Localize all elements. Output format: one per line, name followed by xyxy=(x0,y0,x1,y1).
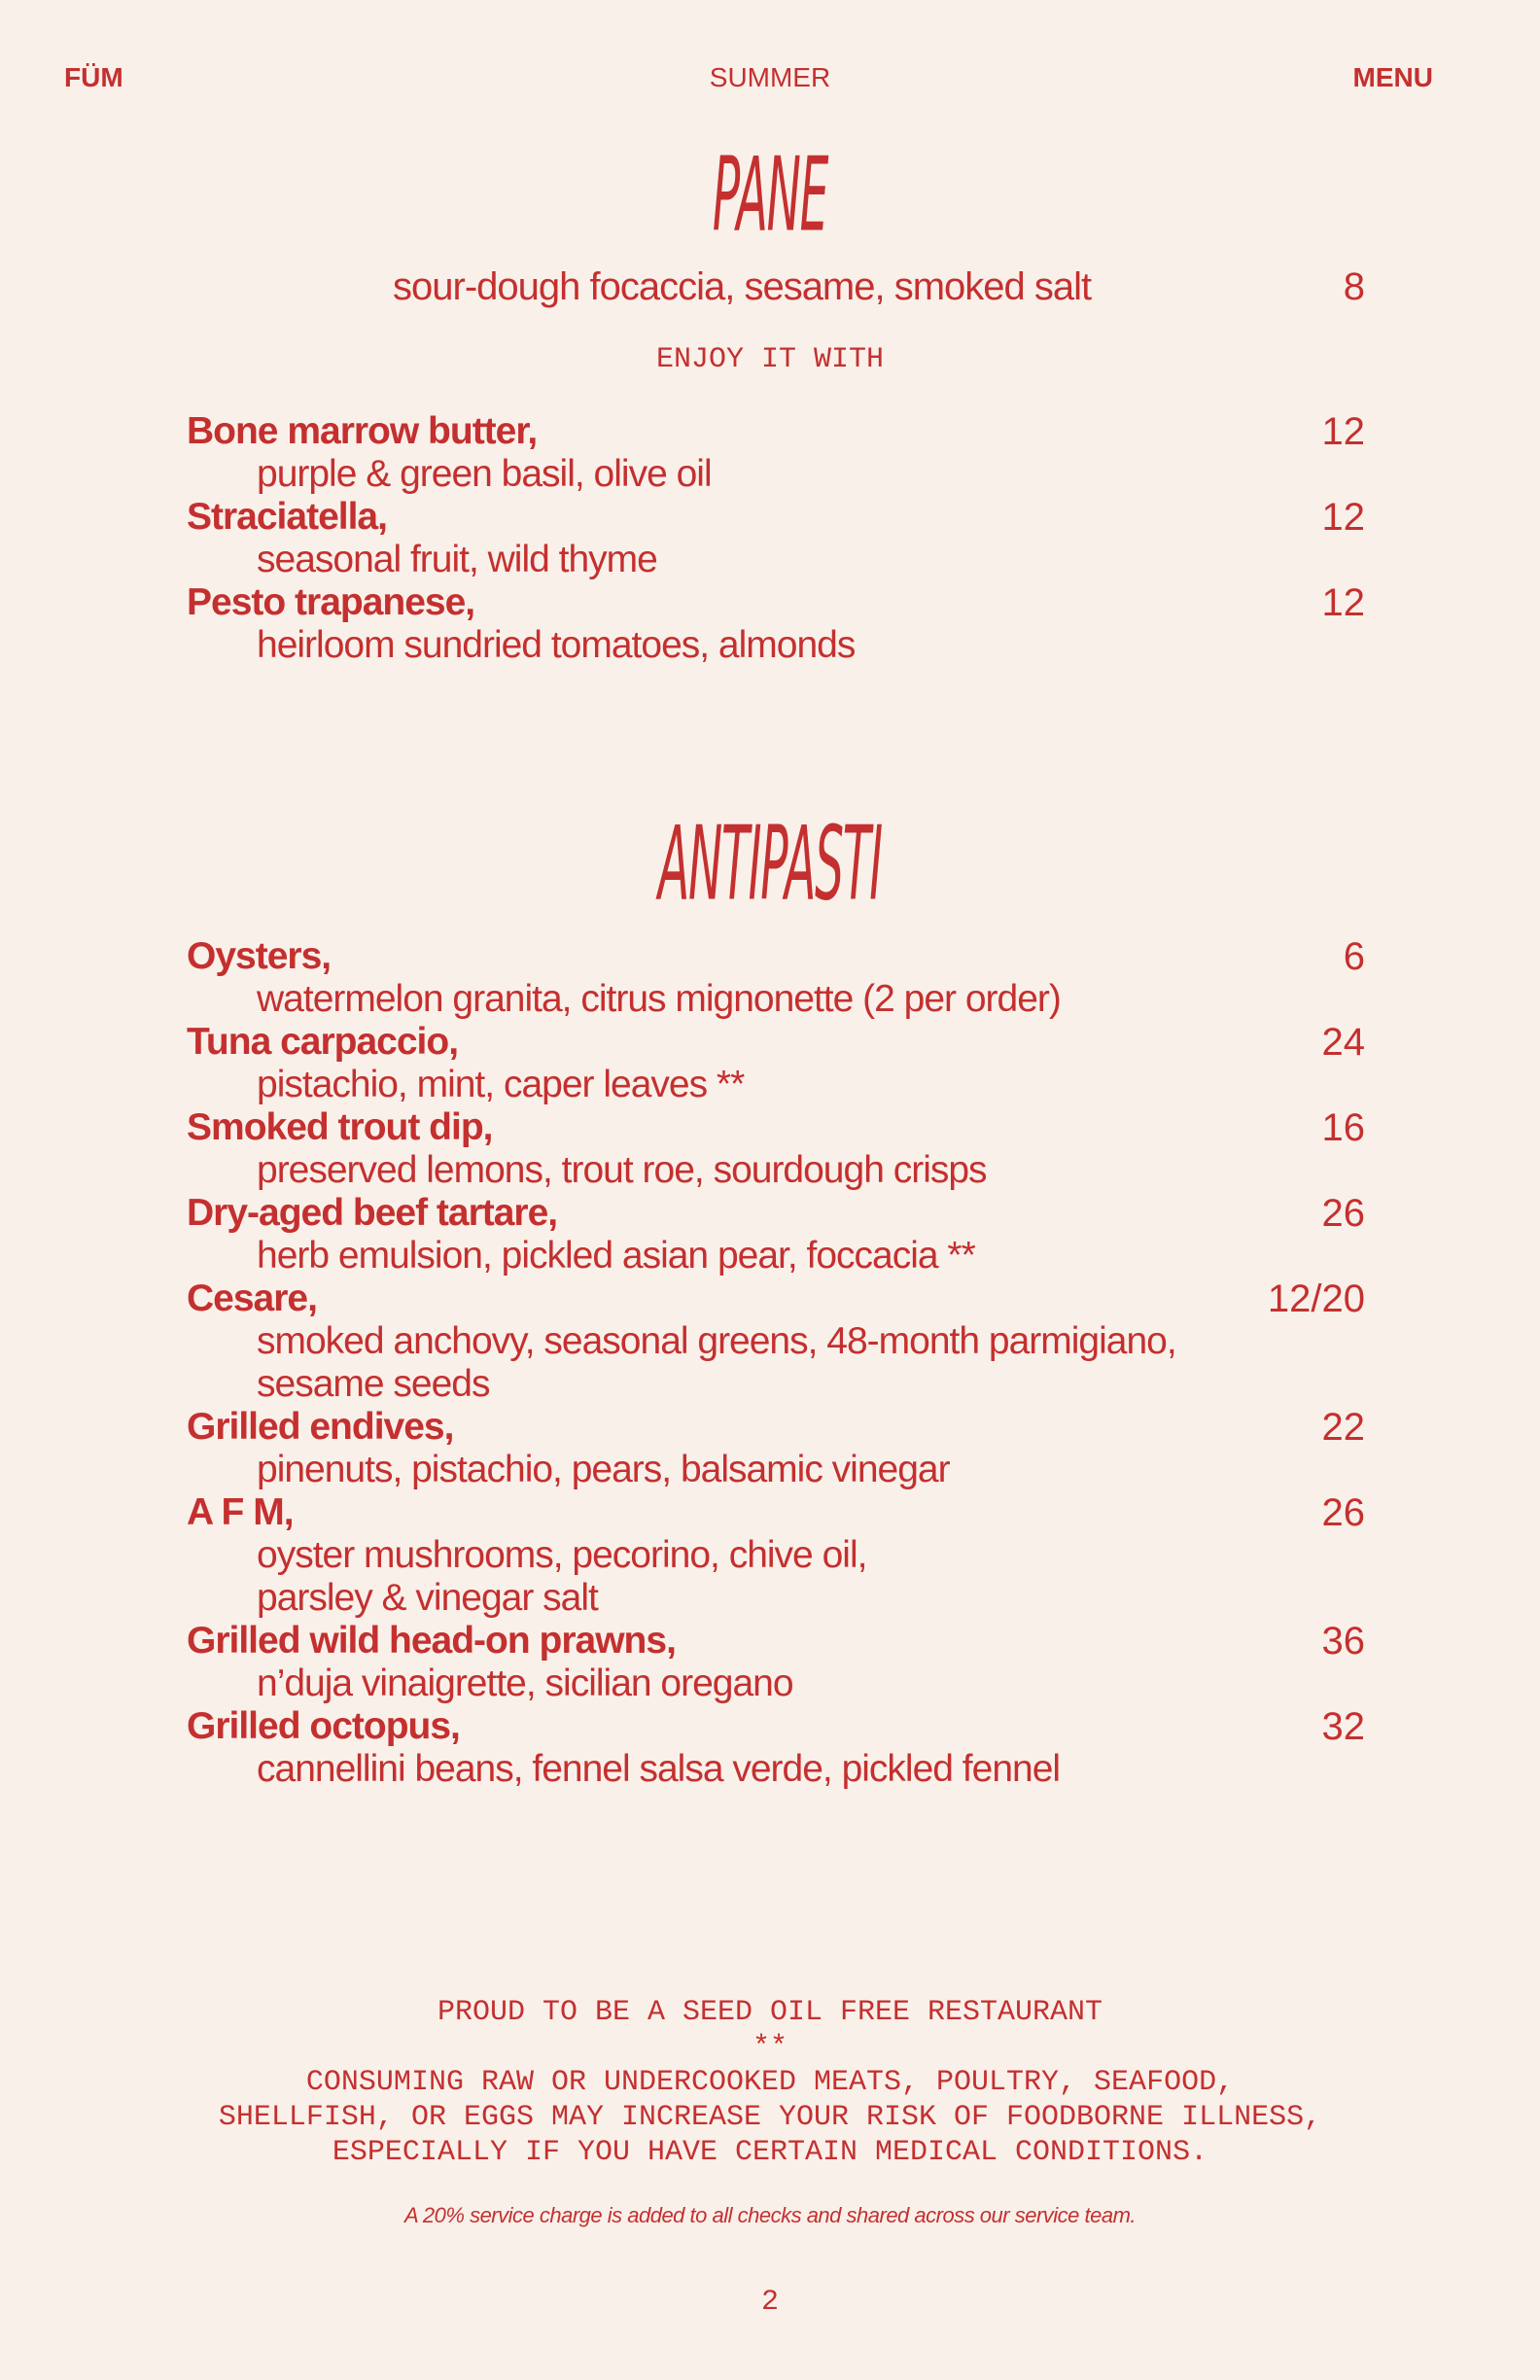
menu-item xyxy=(187,1406,1365,1491)
page-header xyxy=(0,60,1540,99)
menu-item xyxy=(187,1106,1365,1192)
menu-item-name: Smoked trout dip, xyxy=(187,1106,493,1148)
menu-item xyxy=(187,410,1365,496)
menu-item-description: purple & green basil, olive oil xyxy=(257,453,712,495)
menu-item-description: parsley & vinegar salt xyxy=(257,1577,598,1619)
menu-item-price: 16 xyxy=(1321,1106,1365,1149)
menu-item-name: Grilled wild head-on prawns, xyxy=(187,1620,676,1662)
raw-food-warning xyxy=(0,2065,1540,2170)
menu-item xyxy=(187,496,1365,581)
menu-item-price: 24 xyxy=(1321,1021,1365,1064)
menu-item-description: pinenuts, pistachio, pears, balsamic vinegar xyxy=(257,1449,950,1490)
menu-item-price: 12 xyxy=(1321,496,1365,539)
menu-item-name: Tuna carpaccio, xyxy=(187,1021,459,1063)
menu-item-name: Grilled endives, xyxy=(187,1406,454,1448)
menu-item-name: Cesare, xyxy=(187,1278,317,1319)
section-title-antipasti: ANTIPASTI xyxy=(658,803,882,924)
menu-item xyxy=(187,1192,1365,1278)
warning-line: CONSUMING RAW OR UNDERCOOKED MEATS, POULTRY, SEAFOOD, xyxy=(305,2066,1235,2099)
enjoy-it-with-label: ENJOY IT WITH xyxy=(655,343,885,376)
season-label: SUMMER xyxy=(709,62,831,92)
menu-item-description: watermelon granita, citrus mignonette (2 per order) xyxy=(257,978,1061,1020)
menu-item-description: herb emulsion, pickled asian pear, foccacia ** xyxy=(257,1235,975,1277)
menu-item-name: Pesto trapanese, xyxy=(187,581,475,623)
menu-item-description: oyster mushrooms, pecorino, chive oil, xyxy=(257,1534,867,1576)
menu-item-name: Bone marrow butter, xyxy=(187,410,538,452)
menu-item-name: A F M, xyxy=(187,1491,294,1533)
menu-item-price: 26 xyxy=(1321,1192,1365,1235)
menu-item-description: preserved lemons, trout roe, sourdough crisps xyxy=(257,1149,987,1191)
menu-item-price: 26 xyxy=(1321,1491,1365,1534)
pane-price: 8 xyxy=(1343,265,1365,308)
service-charge-note: A 20% service charge is added to all checks and shared across our service team. xyxy=(403,2203,1137,2227)
antipasti-list xyxy=(187,935,1365,1791)
page-number: 2 xyxy=(760,2286,779,2319)
section-title-pane: PANE xyxy=(712,134,828,255)
menu-item-description: smoked anchovy, seasonal greens, 48-month parmigiano, xyxy=(257,1320,1176,1362)
pane-item xyxy=(0,262,1540,311)
menu-item-description: heirloom sundried tomatoes, almonds xyxy=(257,624,856,666)
menu-item-price: 22 xyxy=(1321,1406,1365,1449)
menu-item-description: n’duja vinaigrette, sicilian oregano xyxy=(257,1662,793,1704)
warning-line: ESPECIALLY IF YOU HAVE CERTAIN MEDICAL CONDITIONS. xyxy=(332,2136,1208,2169)
menu-item xyxy=(187,581,1365,667)
menu-item-description: cannellini beans, fennel salsa verde, pickled fennel xyxy=(257,1748,1061,1790)
menu-item-price: 32 xyxy=(1321,1705,1365,1748)
menu-item-price: 36 xyxy=(1321,1620,1365,1662)
warning-line: SHELLFISH, OR EGGS MAY INCREASE YOUR RISK OF FOODBORNE ILLNESS, xyxy=(218,2101,1322,2134)
brand-name: FÜM xyxy=(64,62,123,92)
menu-item-description: seasonal fruit, wild thyme xyxy=(257,539,657,580)
seed-oil-notice: PROUD TO BE A SEED OIL FREE RESTAURANT xyxy=(437,1996,1103,2029)
pane-addons-list xyxy=(187,410,1365,667)
menu-item-name: Straciatella, xyxy=(187,496,387,538)
menu-item-description: pistachio, mint, caper leaves ** xyxy=(257,1064,745,1105)
menu-item xyxy=(187,1491,1365,1620)
menu-item-name: Dry-aged beef tartare, xyxy=(187,1192,558,1234)
menu-item-name: Oysters, xyxy=(187,935,332,977)
menu-item-price: 6 xyxy=(1343,935,1365,978)
menu-item xyxy=(187,935,1365,1021)
menu-item xyxy=(187,1278,1365,1406)
menu-item-price: 12 xyxy=(1321,581,1365,624)
menu-label: MENU xyxy=(1352,62,1433,92)
menu-item-description: sesame seeds xyxy=(257,1363,490,1405)
menu-item xyxy=(187,1705,1365,1791)
menu-item xyxy=(187,1620,1365,1705)
menu-item-price: 12 xyxy=(1321,410,1365,453)
footnote-stars: ** xyxy=(752,2031,788,2064)
menu-item-name: Grilled octopus, xyxy=(187,1705,460,1747)
pane-description: sour-dough focaccia, sesame, smoked salt xyxy=(393,265,1092,308)
menu-item xyxy=(187,1021,1365,1106)
menu-item-price: 12/20 xyxy=(1267,1278,1365,1320)
